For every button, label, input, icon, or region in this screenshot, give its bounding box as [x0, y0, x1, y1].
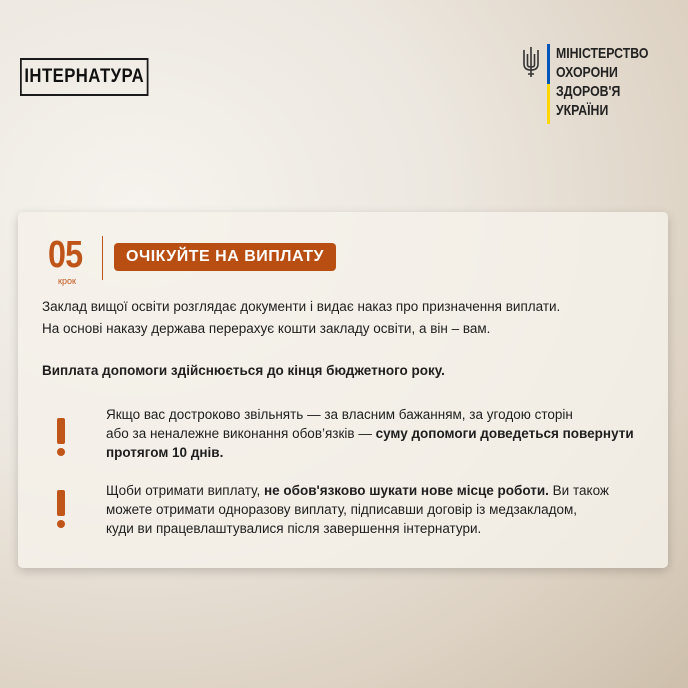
note-line	[106, 481, 609, 500]
info-card	[18, 212, 668, 568]
note-emphasis: протягом 10 днів.	[106, 445, 224, 460]
ministry-line: ОХОРОНИ	[556, 64, 618, 81]
ministry-logo	[521, 44, 669, 124]
note-text: Ви також	[548, 483, 609, 498]
ministry-line: ЗДОРОВ'Я	[556, 83, 621, 100]
step-word: крок	[58, 276, 76, 286]
exclamation-icon	[54, 490, 68, 530]
note-line: куди ви працевлаштувалися після завершення інтернатури.	[106, 521, 482, 536]
note-job	[106, 481, 609, 538]
note-text: або за неналежне виконання обов’язків —	[106, 426, 376, 441]
note-dismissal	[106, 405, 634, 462]
ministry-name	[556, 44, 648, 120]
paragraph-deadline: Виплата допомоги здійснюється до кінця бюджетного року.	[42, 363, 445, 378]
note-text: Щоби отримати виплату,	[106, 483, 264, 498]
note-line	[106, 443, 634, 462]
paragraph-transfer: На основі наказу держава перерахує кошти закладу освіти, а він – вам.	[42, 321, 491, 336]
note-line: можете отримати одноразову виплату, підписавши договір із медзакладом,	[106, 502, 578, 517]
section-badge: ІНТЕРНАТУРА	[20, 58, 148, 96]
note-emphasis: не обов'язково шукати нове місце роботи.	[263, 483, 549, 498]
paragraph-documents: Заклад вищої освіти розглядає документи і видає наказ про призначення виплати.	[42, 299, 561, 314]
ministry-line: УКРАЇНИ	[556, 102, 609, 119]
note-line	[106, 424, 634, 443]
ministry-line: МІНІСТЕРСТВО	[556, 45, 649, 62]
flag-bar-blue	[547, 44, 550, 84]
exclamation-icon	[54, 418, 68, 458]
step-title: ОЧІКУЙТЕ НА ВИПЛАТУ	[114, 243, 336, 271]
step-divider	[102, 236, 103, 280]
flag-bars	[547, 44, 550, 124]
flag-bar-yellow	[547, 84, 550, 124]
note-line: Якщо вас достроково звільнять — за власним бажанням, за угодою сторін	[106, 407, 573, 422]
trident-icon	[521, 46, 541, 78]
step-number: 05	[48, 234, 83, 276]
note-emphasis: суму допомоги доведеться повернути	[375, 426, 634, 441]
